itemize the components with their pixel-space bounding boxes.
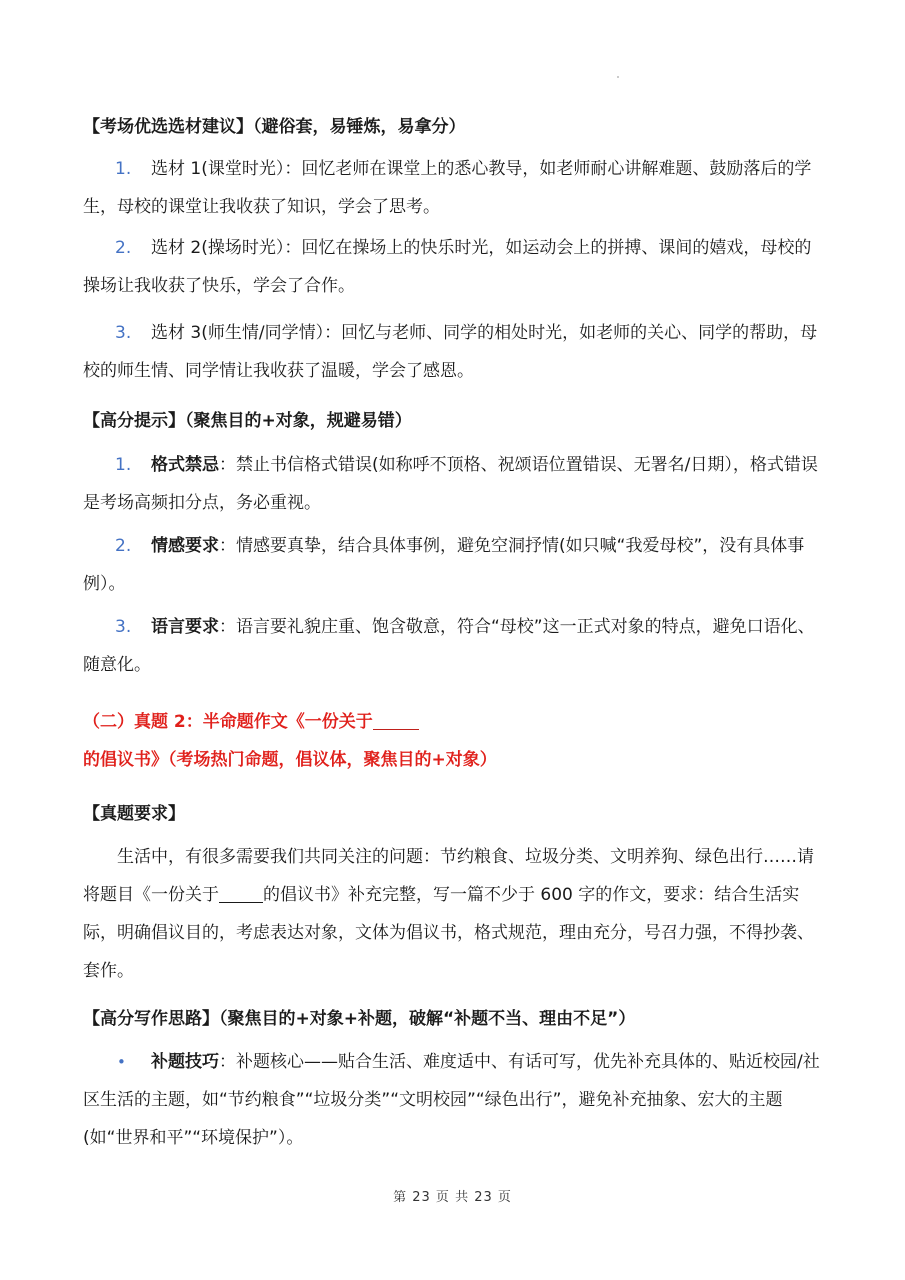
requirements-paragraph <box>83 838 825 990</box>
heading-material-suggestions: 【考场优选选材建议】（避俗套，易锤炼，易拿分） <box>83 117 466 137</box>
list-item-text: 选材 2(操场时光）：回忆在操场上的快乐时光，如运动会上的拼搏、课间的嬉戏，母校的操场让我收获了快乐，学会了合作。 <box>83 238 812 296</box>
section-title-part: 的倡议书》（考场热门命题，倡议体，聚焦目的+对象） <box>83 750 497 770</box>
bullet-label: 补题技巧 <box>151 1052 219 1072</box>
list-item-label: 情感要求 <box>151 536 219 556</box>
list-item <box>83 314 825 390</box>
list-item-label: 语言要求 <box>151 617 219 637</box>
list-number: 1. <box>115 455 132 475</box>
bullet-icon: • <box>117 1053 126 1071</box>
list-item-text: 选材 3(师生情/同学情）：回忆与老师、同学的相处时光，如老师的关心、同学的帮助，母校的师生情、同学情让我收获了温暖，学会了感恩。 <box>83 323 818 381</box>
paragraph-text: 生活中，有很多需要我们共同关注的问题：节约粮食、垃圾分类、文明养狗、绿色出行……请将题目《一份关于 <box>83 847 814 905</box>
list-item-text: ：语言要礼貌庄重、饱含敬意，符合“母校”这一正式对象的特点，避免口语化、随意化。 <box>83 617 815 675</box>
list-item <box>83 446 825 522</box>
list-item-text: ：禁止书信格式错误(如称呼不顶格、祝颂语位置错误、无署名/日期），格式错误是考场高频扣分点，务必重视。 <box>83 455 818 513</box>
bullet-item <box>83 1043 825 1157</box>
list-item <box>83 229 825 305</box>
list-item <box>83 608 825 684</box>
list-number: 3. <box>115 617 132 637</box>
heading-high-score-tips: 【高分提示】（聚焦目的+对象，规避易错） <box>83 411 412 431</box>
bullet-text: ：补题核心——贴合生活、难度适中、有话可写，优先补充具体的、贴近校园/社区生活的主题，如“节约粮食”“垃圾分类”“文明校园”“绿色出行”，避免补充抽象、宏大的主题(如“世界和平”“环境保护”）。 <box>83 1052 820 1148</box>
list-item <box>83 527 825 603</box>
section-title-part: （二）真题 2：半命题作文《一份关于 <box>83 712 373 732</box>
heading-writing-ideas: 【高分写作思路】（聚焦目的+对象+补题，破解“补题不当、理由不足”） <box>83 1009 636 1029</box>
list-item-label: 格式禁忌 <box>151 455 219 475</box>
list-number: 2. <box>115 536 132 556</box>
page-footer: 第 23 页 共 23 页 <box>393 1190 512 1205</box>
heading-question-requirements: 【真题要求】 <box>83 804 185 824</box>
fill-in-blank <box>373 709 419 730</box>
section-title-question-2 <box>83 703 825 779</box>
paragraph-text: 的倡议书》补充完整，写一篇不少于 600 字的作文，要求：结合生活实际，明确倡议目的，考虑表达对象，文体为倡议书，格式规范，理由充分，号召力强，不得抄袭、套作。 <box>83 885 814 981</box>
list-item <box>83 150 825 226</box>
fill-in-blank <box>219 884 263 903</box>
list-item-text: 选材 1(课堂时光）：回忆老师在课堂上的悉心教导，如老师耐心讲解难题、鼓励落后的学生，母校的课堂让我收获了知识，学会了思考。 <box>83 159 812 217</box>
list-number: 2. <box>115 238 132 258</box>
scan-speck <box>617 76 619 78</box>
list-item-text: ：情感要真挚，结合具体事例，避免空洞抒情(如只喊“我爱母校”，没有具体事例）。 <box>83 536 805 594</box>
list-number: 3. <box>115 323 132 343</box>
list-number: 1. <box>115 159 132 179</box>
